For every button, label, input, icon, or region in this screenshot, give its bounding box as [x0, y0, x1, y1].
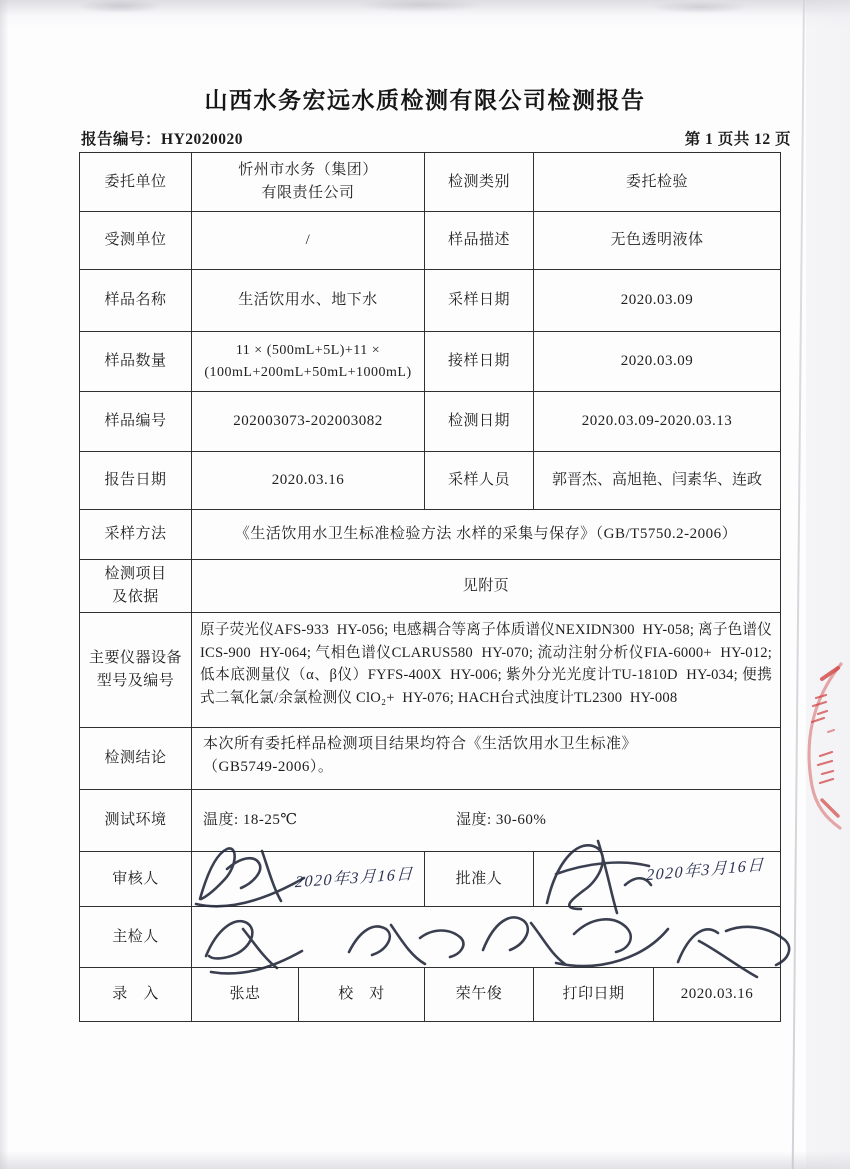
field-value-client: [192, 153, 425, 212]
field-value-sample-name: 生活饮用水、地下水: [192, 270, 425, 332]
row-sample-name: [80, 270, 781, 332]
environment-humidity: 湿度: 30-60%: [456, 812, 547, 829]
field-label-tested-unit: 受测单位: [80, 212, 192, 270]
row-sampling-method: [80, 510, 781, 560]
reviewer-date-handwritten: 2020年3月16日: [294, 865, 415, 892]
field-label-entry: 录 入: [80, 968, 192, 1022]
instruments-label-line-2: 型号及编号: [96, 673, 175, 689]
page-indicator: 第 1 页共 12 页: [684, 131, 791, 148]
field-label-proofread: 校 对: [299, 968, 425, 1022]
row-sample-qty: [80, 332, 781, 392]
instruments-text: 原子荧光仪AFS-933 HY-056; 电感耦合等离子体质谱仪NEXIDN300 HY-058; 离子色谱仪ICS-900 HY-064; 气相色谱仪CLARUS580 HY-070; 流动注射分析仪FIA-6000+ HY-012; 低本底测量仪（α、β仪）FYFS-400X HY-006; 紫外分光光度计TU-1810D HY-034; 便携式二氧化氯/余氯检测仪 ClO₂+ HY-076; HACH台式浊度计TL2300 HY-008: [200, 622, 776, 706]
field-label-sampling-method: 采样方法: [80, 510, 192, 560]
test-items-label-line-1: 检测项目: [104, 565, 167, 582]
conclusion-line-2: （GB5749-2006）。: [203, 759, 334, 776]
field-value-sample-qty: [192, 332, 425, 392]
field-label-receive-date: 接样日期: [425, 332, 534, 392]
field-label-report-date: 报告日期: [80, 452, 192, 510]
row-reviewer-approver: [80, 852, 781, 907]
field-label-test-type: 检测类别: [425, 153, 534, 212]
row-test-items: [80, 560, 781, 613]
scan-shadow-top: [0, 0, 850, 28]
field-label-print-date: 打印日期: [534, 968, 654, 1022]
scan-paper-edge: [792, 0, 805, 1169]
client-line-1: 忻州市水务（集团）: [238, 161, 378, 178]
row-entry-proofread: [80, 968, 781, 1022]
page-title: 山西水务宏远水质检测有限公司检测报告: [204, 87, 646, 113]
field-value-tested-unit: /: [192, 212, 425, 270]
scan-shadow-bottom: [0, 1151, 850, 1169]
field-value-environment: [192, 790, 781, 852]
field-value-samplers: 郭晋杰、高旭艳、闫素华、连政: [534, 452, 781, 510]
field-label-test-date: 检测日期: [425, 392, 534, 452]
field-label-chief-inspector: 主检人: [80, 907, 192, 968]
field-value-entry: 张忠: [192, 968, 299, 1022]
field-label-instruments: [80, 613, 192, 728]
field-label-conclusion: 检测结论: [80, 728, 192, 790]
chief-inspector-signature-area: [192, 907, 781, 968]
field-label-sample-no: 样品编号: [80, 392, 192, 452]
row-client: [80, 153, 781, 212]
field-label-sample-qty: 样品数量: [80, 332, 192, 392]
meta-row: [81, 127, 791, 149]
environment-temperature: 温度: 18-25℃: [203, 812, 298, 829]
field-value-print-date: 2020.03.16: [654, 968, 781, 1022]
scan-shadow-left: [0, 0, 9, 1169]
field-label-samplers: 采样人员: [425, 452, 534, 510]
report-number-value: HY2020020: [161, 131, 244, 148]
field-label-client: 委托单位: [80, 153, 192, 212]
row-report-date: [80, 452, 781, 510]
field-value-test-date: 2020.03.09-2020.03.13: [534, 392, 781, 452]
reviewer-signature-area: [192, 852, 425, 907]
conclusion-line-1: 本次所有委托样品检测项目结果均符合《生活饮用水卫生标准》: [203, 736, 638, 752]
field-value-report-date: 2020.03.16: [192, 452, 425, 510]
scan-shadow-right: [806, 0, 850, 1169]
field-value-sample-desc: 无色透明液体: [534, 212, 781, 270]
row-sample-no: [80, 392, 781, 452]
field-label-environment: 测试环境: [80, 790, 192, 852]
row-instruments: [80, 613, 781, 728]
field-value-sampling-method: 《生活饮用水卫生标准检验方法 水样的采集与保存》（GB/T5750.2-2006）: [192, 510, 781, 560]
row-chief-inspector: [80, 907, 781, 968]
sample-qty-line-2: (100mL+200mL+50mL+1000mL): [204, 364, 412, 380]
field-label-sample-name: 样品名称: [80, 270, 192, 332]
approver-date-handwritten: 2020年3月16日: [645, 856, 766, 885]
test-items-label-line-2: 及依据: [112, 589, 159, 605]
row-conclusion: [80, 728, 781, 790]
report-number-label: 报告编号：: [81, 131, 162, 148]
field-value-test-items: 见附页: [192, 560, 781, 613]
field-value-sample-no: 202003073-202003082: [192, 392, 425, 452]
field-value-test-type: 委托检验: [534, 153, 781, 212]
field-label-test-items: [80, 560, 192, 613]
field-label-reviewer: 审核人: [80, 852, 192, 907]
field-label-sample-desc: 样品描述: [425, 212, 534, 270]
client-line-2: 有限责任公司: [261, 185, 355, 201]
row-tested-unit: [80, 212, 781, 270]
sample-qty-line-1: 11 × (500mL+5L)+11 ×: [235, 342, 381, 358]
report-number: [81, 127, 243, 149]
row-environment: [80, 790, 781, 852]
field-value-sampling-date: 2020.03.09: [534, 270, 781, 332]
field-value-proofread: 荣午俊: [425, 968, 534, 1022]
field-label-sampling-date: 采样日期: [425, 270, 534, 332]
instruments-label-line-1: 主要仪器设备: [88, 649, 182, 666]
report-table: [79, 152, 781, 1022]
field-value-receive-date: 2020.03.09: [534, 332, 781, 392]
field-value-instruments: [192, 613, 781, 728]
field-label-approver: 批准人: [425, 852, 534, 907]
field-value-conclusion: [192, 728, 781, 790]
approver-signature-area: [534, 852, 781, 907]
